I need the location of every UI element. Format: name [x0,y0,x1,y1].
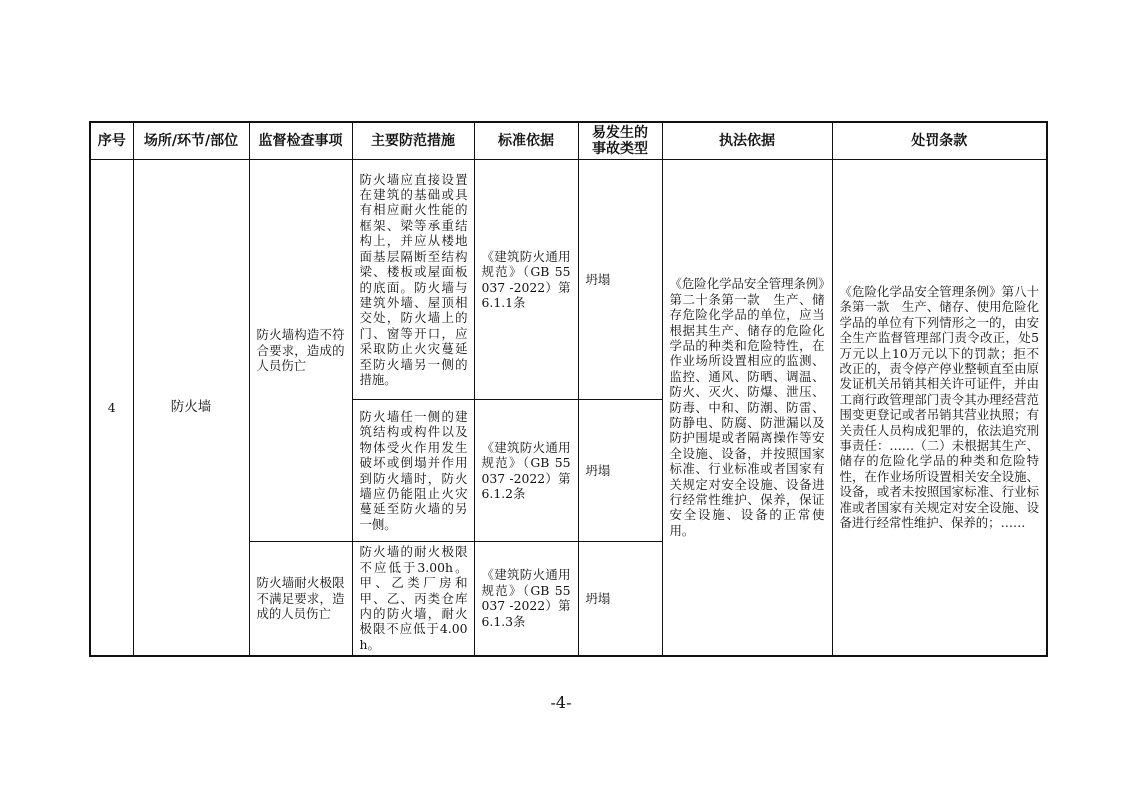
legal-basis-cell: 《危险化学品安全管理条例》第二十条第一款 生产、储存危险化学品的单位，应当根据其生产、储存的危险化学品的种类和危险特性，在作业场所设置相应的监测、监控、通风、防晒、调温、防火、灭火、防爆、泄压、防毒、中和、防潮、防雷、防静电、防腐、防泄漏以及防护围堤或者隔离操作等安全设施、设备，并按照国家标准、行业标准或者国家有关规定对安全设施、设备进行经常性维护、保养，保证安全设施、设备的正常使用。 [662,160,832,656]
accident-cell: 坍塌 [578,542,662,656]
header-inspection-item: 监督检查事项 [249,122,352,160]
row-index: 4 [90,160,133,656]
standard-cell: 《建筑防火通用规范》（GB 55037 -2022）第6.1.1条 [474,160,578,400]
header-index: 序号 [90,122,133,160]
measure-cell: 防火墙的耐火极限不应低于3.00h。甲、乙类厂房和甲、乙、丙类仓库内的防火墙，耐火极限不应低于4.00h。 [352,542,474,656]
table-row [90,160,1047,400]
inspection-table [89,121,1048,657]
standard-cell: 《建筑防火通用规范》（GB 55037 -2022）第6.1.3条 [474,542,578,656]
header-standard: 标准依据 [474,122,578,160]
header-place: 场所/环节/部位 [133,122,249,160]
measure-cell: 防火墙应直接设置在建筑的基础或具有相应耐火性能的框架、梁等承重结构上，并应从楼地面基层隔断至结构梁、楼板或屋面板的底面。防火墙与建筑外墙、屋顶相交处，防火墙上的门、窗等开口，应采取防止火灾蔓延至防火墙另一侧的措施。 [352,160,474,400]
header-legal-basis: 执法依据 [662,122,832,160]
accident-cell: 坍塌 [578,400,662,542]
inspection-item-fire-rating: 防火墙耐火极限不满足要求，造成的人员伤亡 [249,542,352,656]
inspection-item-structure: 防火墙构造不符合要求，造成的人员伤亡 [249,160,352,542]
header-measures: 主要防范措施 [352,122,474,160]
standard-cell: 《建筑防火通用规范》（GB 55037 -2022）第6.1.2条 [474,400,578,542]
penalty-cell: 《危险化学品安全管理条例》第八十条第一款 生产、储存、使用危险化学品的单位有下列情形之一的，由安全生产监督管理部门责令改正，处5万元以上10万元以下的罚款；拒不改正的，责令停产停业整顿直至由原发证机关吊销其相关许可证件，并由工商行政管理部门责令其办理经营范围变更登记或者吊销其营业执照；有关责任人员构成犯罪的，依法追究刑事责任：……（二）未根据其生产、储存的危险化学品的种类和危险特性，在作业场所设置相关安全设施、设备，或者未按照国家标准、行业标准或者国家有关规定对安全设施、设备进行经常性维护、保养的；…… [832,160,1047,656]
page-number: -4- [550,693,572,712]
header-penalty: 处罚条款 [832,122,1047,160]
header-row [90,122,1047,160]
header-accident-type: 易发生的事故类型 [578,122,662,160]
measure-cell: 防火墙任一侧的建筑结构或构件以及物体受火作用发生破坏或倒塌并作用到防火墙时，防火墙应仍能阻止火灾蔓延至防火墙的另一侧。 [352,400,474,542]
row-place: 防火墙 [133,160,249,656]
accident-cell: 坍塌 [578,160,662,400]
